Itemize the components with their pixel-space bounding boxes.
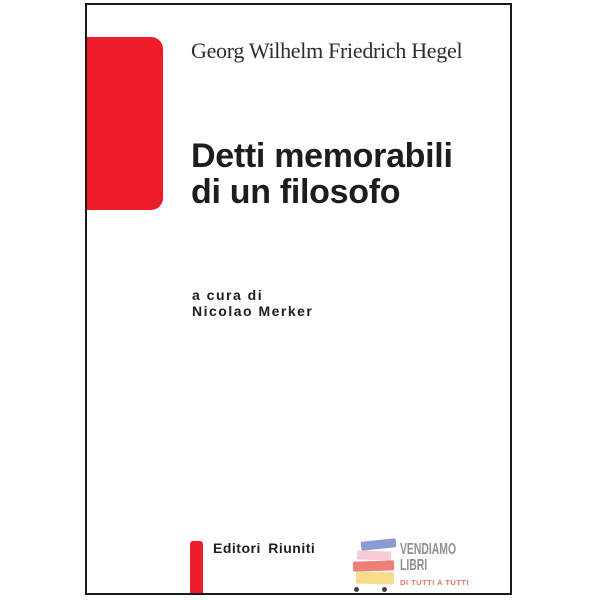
book-bar-salmon-icon bbox=[353, 560, 394, 571]
author-name: Georg Wilhelm Friedrich Hegel bbox=[191, 38, 463, 63]
book-bar-yellow-icon bbox=[356, 572, 394, 585]
cart-wheel-left-icon bbox=[354, 587, 359, 592]
brand-name-line2: LIBRI bbox=[400, 557, 428, 574]
brand-name-line1: VENDIAMO bbox=[400, 541, 457, 558]
book-bar-pink-icon bbox=[357, 550, 391, 560]
book-bar-blue-icon bbox=[361, 538, 397, 551]
vendiamolibri-watermark bbox=[353, 540, 518, 598]
editor-credit-line2: Nicolao Merker bbox=[192, 302, 314, 319]
book-title-line1: Detti memorabili bbox=[191, 137, 453, 175]
publisher-name: Editori Riuniti bbox=[213, 540, 316, 556]
editor-credit-line1: a cura di bbox=[192, 287, 264, 303]
editor-credit bbox=[192, 288, 313, 319]
brand-tagline: DI TUTTI A TUTTI bbox=[400, 578, 470, 587]
book-title bbox=[191, 138, 453, 210]
publisher-red-mark bbox=[190, 541, 203, 593]
red-accent-block bbox=[87, 37, 163, 210]
book-title-line2: di un filosofo bbox=[191, 173, 401, 211]
cover-frame bbox=[85, 3, 512, 595]
cart-wheel-right-icon bbox=[382, 587, 387, 592]
